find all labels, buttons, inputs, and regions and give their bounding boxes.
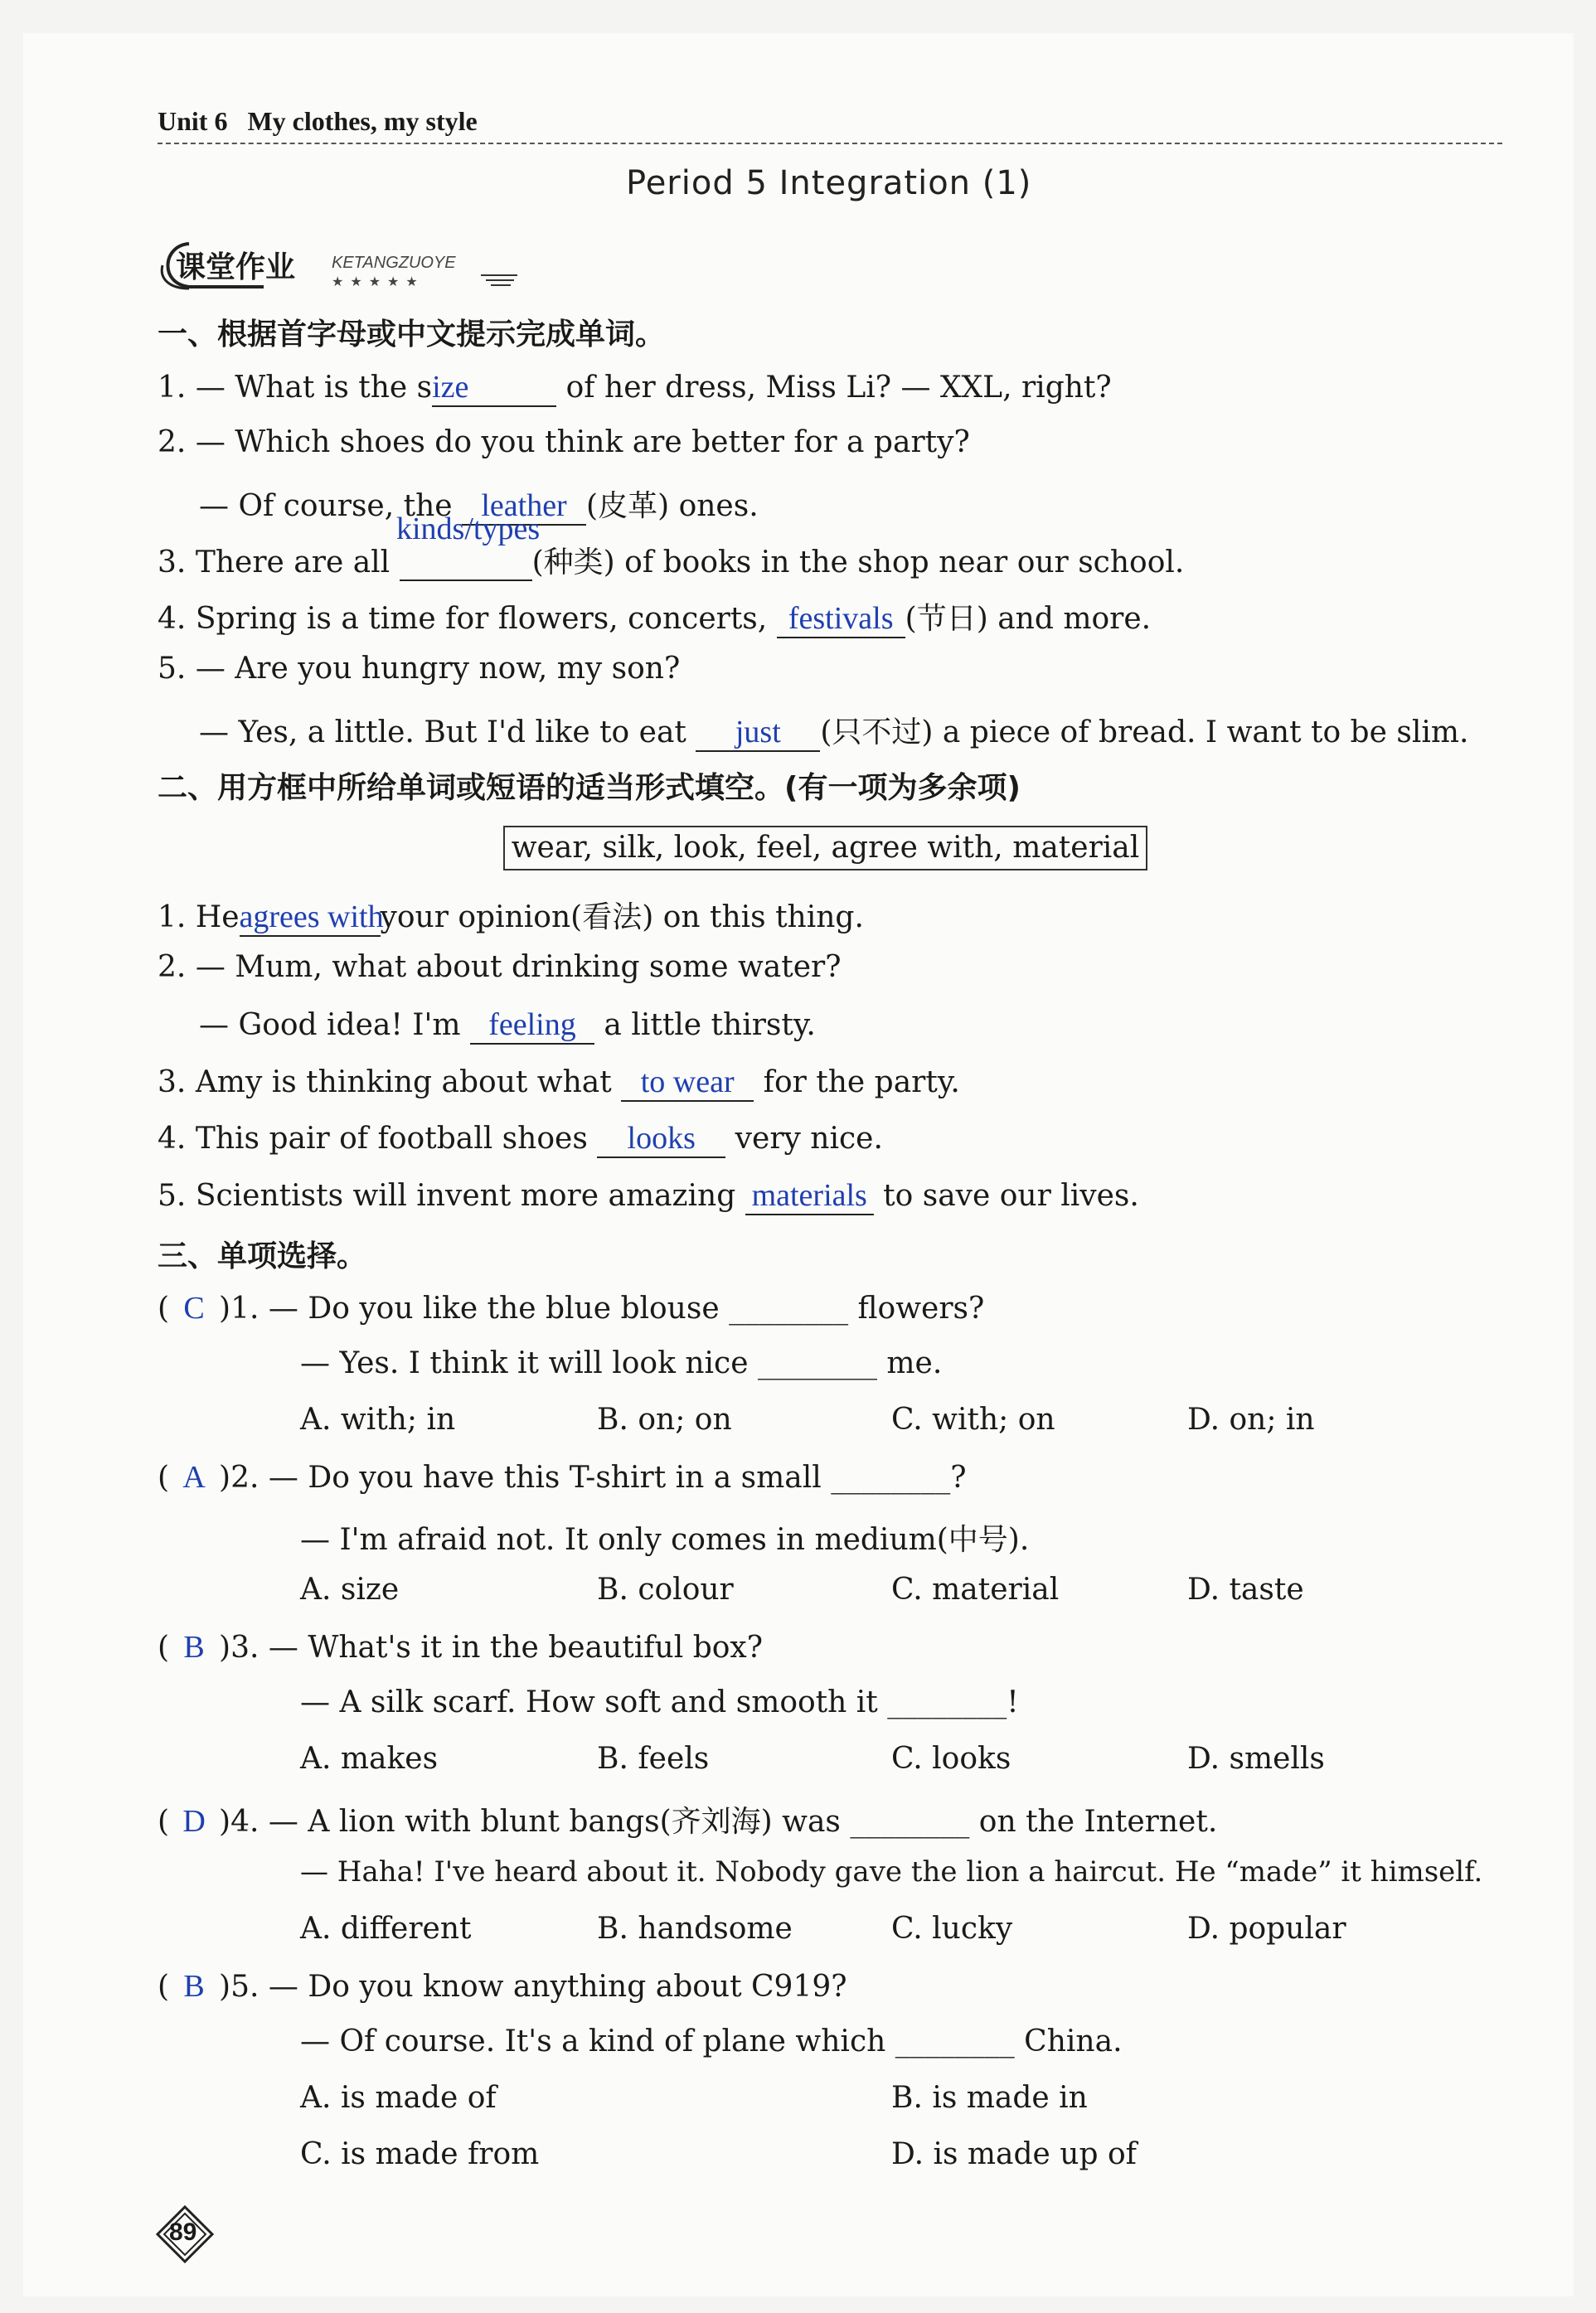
- section3-heading: 三、单项选择。: [158, 1239, 367, 1273]
- mc-opt-3c: C. looks: [891, 1742, 1011, 1776]
- word-bank-box: wear, silk, look, feel, agree with, material: [503, 826, 1147, 870]
- s1-item-2-reply: — Of course, the leather (皮革) ones.: [199, 482, 759, 526]
- mc-question-4-reply: — Haha! I've heard about it. Nobody gave the lion a haircut. He “made” it himself.: [300, 1855, 1483, 1889]
- s1-answer-1: ize: [432, 370, 469, 405]
- mc-opt-5a: A. is made of: [300, 2081, 497, 2115]
- mc-opt-1c: C. with; on: [891, 1403, 1055, 1437]
- mc-question-4: ( D )4. — A lion with blunt bangs(齐刘海) was ________ on the Internet.: [158, 1804, 1218, 1839]
- badge-lines-icon: [481, 272, 517, 289]
- mc-opt-2b: B. colour: [597, 1573, 734, 1607]
- mc-answer-2: A: [182, 1460, 206, 1495]
- mc-opt-5b: B. is made in: [891, 2081, 1088, 2115]
- mc-opt-4a: A. different: [300, 1912, 472, 1946]
- mc-opt-2d: D. taste: [1187, 1573, 1304, 1607]
- mc-question-5: ( B )5. — Do you know anything about C919?: [158, 1969, 847, 2004]
- unit-number: Unit 6: [158, 106, 228, 136]
- s2-answer-1: agrees with: [239, 900, 384, 934]
- s1-answer-3: kinds/types: [396, 512, 541, 546]
- s2-item-2: 2. — Mum, what about drinking some water?: [158, 950, 842, 984]
- mc-opt-1b: B. on; on: [597, 1403, 732, 1437]
- section1-heading: 一、根据首字母或中文提示完成单词。: [158, 318, 666, 352]
- s1-answer-4: festivals: [788, 601, 894, 636]
- mc-question-3-reply: — A silk scarf. How soft and smooth it ________!: [300, 1685, 1019, 1719]
- mc-opt-2c: C. material: [891, 1573, 1060, 1607]
- period-title: Period 5 Integration (1): [626, 164, 1032, 202]
- mc-question-2: ( A )2. — Do you have this T-shirt in a small ________?: [158, 1460, 967, 1495]
- header-divider: [158, 143, 1502, 144]
- s1-item-2: 2. — Which shoes do you think are better for a party?: [158, 425, 970, 459]
- mc-question-1-reply: — Yes. I think it will look nice ________ me.: [300, 1346, 943, 1380]
- s2-item-1: 1. Heagrees withyour opinion(看法) on this thing.: [158, 894, 864, 937]
- mc-opt-4b: B. handsome: [597, 1912, 793, 1946]
- s1-item-4: 4. Spring is a time for flowers, concerts, festivals (节日) and more.: [158, 595, 1151, 638]
- mc-opt-5d: D. is made up of: [891, 2137, 1137, 2171]
- s2-answer-2: feeling: [488, 1007, 576, 1042]
- s1-item-1: 1. — What is the size of her dress, Miss Li? — XXL, right?: [158, 369, 1112, 407]
- mc-opt-4c: C. lucky: [891, 1912, 1013, 1946]
- unit-header: [158, 106, 478, 137]
- mc-answer-4: D: [182, 1804, 206, 1839]
- s1-item-5-reply: — Yes, a little. But I'd like to eat just (只不过) a piece of bread. I want to be slim.: [199, 709, 1468, 752]
- mc-opt-3d: D. smells: [1187, 1742, 1325, 1776]
- mc-answer-1: C: [183, 1291, 205, 1326]
- s1-answer-5: just: [735, 715, 781, 749]
- s2-item-3: 3. Amy is thinking about what to wear for the party.: [158, 1064, 960, 1102]
- s2-item-5: 5. Scientists will invent more amazing materials to save our lives.: [158, 1177, 1139, 1215]
- mc-opt-5c: C. is made from: [300, 2137, 540, 2171]
- badge-label: 课堂作业: [176, 250, 296, 284]
- mc-question-1: ( C )1. — Do you like the blue blouse ________ flowers?: [158, 1291, 985, 1326]
- s2-answer-4: looks: [627, 1121, 696, 1156]
- s1-answer-2: leather: [481, 488, 567, 523]
- mc-answer-3: B: [183, 1630, 205, 1665]
- mc-question-3: ( B )3. — What's it in the beautiful box?: [158, 1630, 764, 1665]
- section2-heading: 二、用方框中所给单词或短语的适当形式填空。(有一项为多余项): [158, 771, 1021, 805]
- mc-opt-2a: A. size: [300, 1573, 400, 1607]
- s2-item-4: 4. This pair of football shoes looks very nice.: [158, 1120, 883, 1158]
- mc-answer-5: B: [183, 1969, 205, 2004]
- mc-opt-4d: D. popular: [1187, 1912, 1346, 1946]
- page-number: 89: [169, 2218, 197, 2246]
- s2-answer-3: to wear: [640, 1064, 735, 1099]
- s2-item-2-reply: — Good idea! I'm feeling a little thirsty.: [199, 1006, 816, 1045]
- s1-item-5: 5. — Are you hungry now, my son?: [158, 652, 681, 686]
- mc-opt-3b: B. feels: [597, 1742, 710, 1776]
- mc-question-2-reply: — I'm afraid not. It only comes in medium(中号).: [300, 1523, 1030, 1557]
- mc-opt-1d: D. on; in: [1187, 1403, 1315, 1437]
- mc-opt-1a: A. with; in: [300, 1403, 456, 1437]
- s1-item-3: 3. There are all (种类) of books in the shop near our school.: [158, 546, 1185, 579]
- badge-subtitle: KETANGZUOYE: [332, 254, 456, 272]
- mc-opt-3a: A. makes: [300, 1742, 439, 1776]
- s2-answer-5: materials: [751, 1178, 867, 1213]
- unit-title: My clothes, my style: [247, 106, 478, 136]
- mc-question-5-reply: — Of course. It's a kind of plane which ________ China.: [300, 2024, 1123, 2058]
- badge-stars: ★★★★★: [332, 274, 424, 289]
